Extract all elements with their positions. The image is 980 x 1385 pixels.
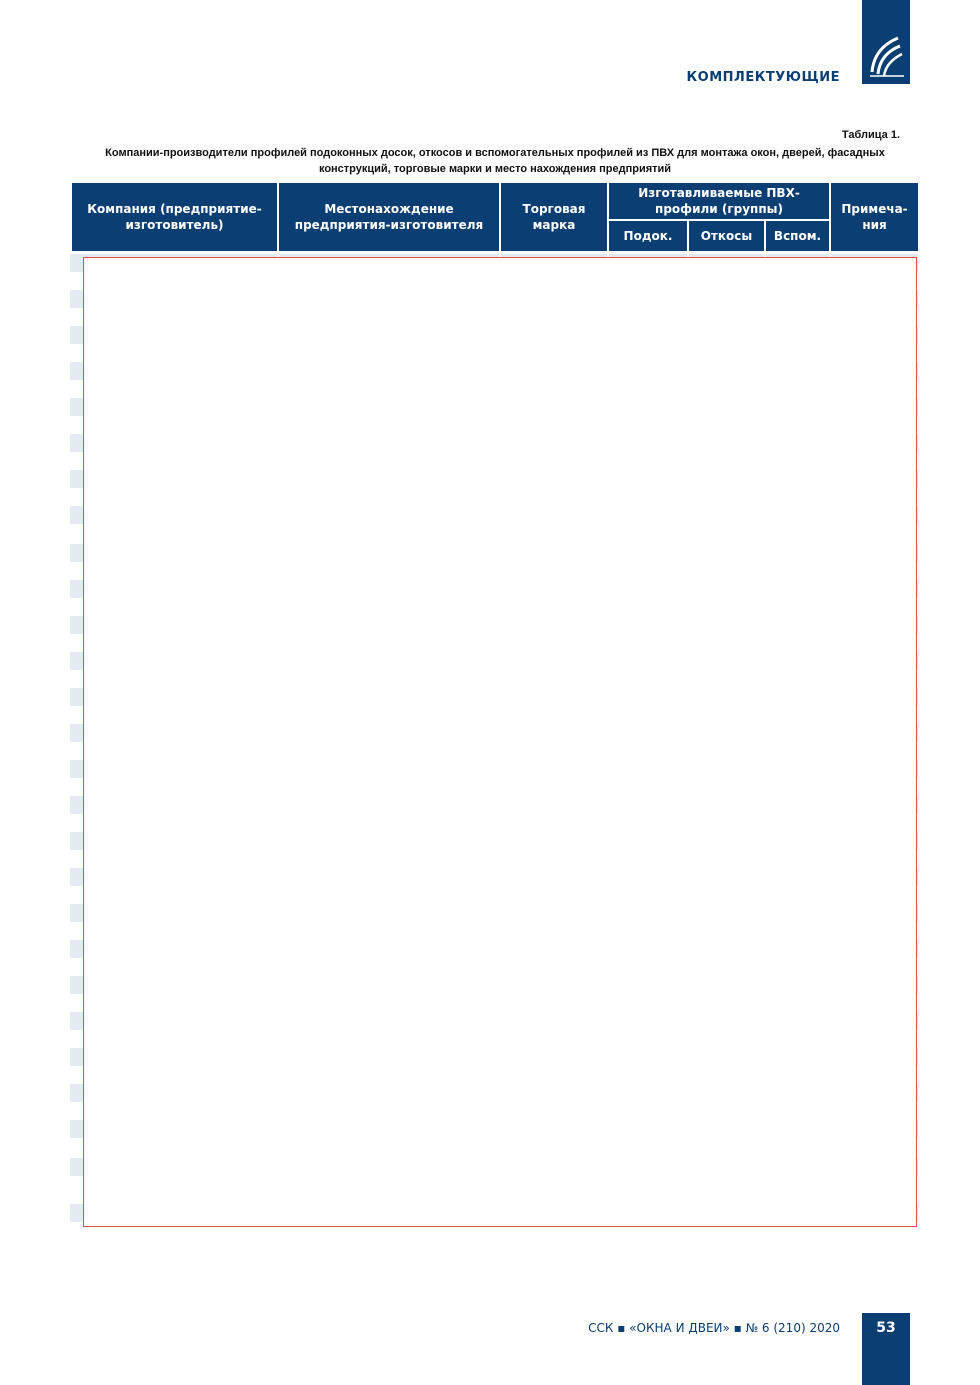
header-location: Местонахождение предприятия-изготовителя [278,182,500,252]
table-caption: Компании-производители профилей подоконных досок, откосов и вспомогательных профилей из ПВХ для монтажа окон, дверей, фасадных конструкций, торговые марки и место нахождения предприятий [105,147,885,175]
header-auxiliary: Вспом. [765,220,830,252]
header-company: Компания (предприятие-изготовитель) [71,182,278,252]
manufacturers-table [70,181,920,253]
publisher-logo-icon [868,34,904,78]
redaction-overlay [83,257,917,1227]
table-number: Таблица 1. [841,129,900,141]
header-notes: Примеча-ния [830,182,919,252]
brand-block [862,0,910,84]
section-title: КОМПЛЕКТУЮЩИЕ [686,70,840,85]
publication-footer: ССК ▪ «ОКНА И ДВЕИ» ▪ № 6 (210) 2020 [588,1321,840,1335]
header-sills: Подок. [608,220,688,252]
header-profiles-group: Изготавливаемые ПВХ-профили (группы) [608,182,830,220]
page-number: 53 [862,1313,910,1385]
header-reveals: Откосы [688,220,765,252]
header-brand: Торговая марка [500,182,608,252]
